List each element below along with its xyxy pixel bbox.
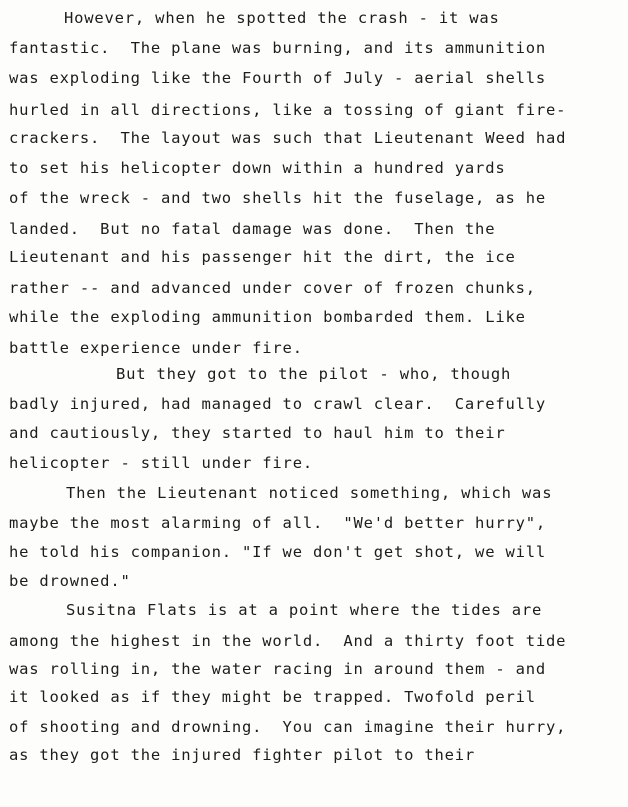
text-line: he told his companion. "If we don't get shot, we will — [9, 543, 546, 561]
text-line: landed. But no fatal damage was done. Then the — [9, 220, 496, 238]
text-line: of shooting and drowning. You can imagine their hurry, — [9, 718, 567, 736]
text-line: Lieutenant and his passenger hit the dirt, the ice — [9, 248, 516, 266]
text-line: crackers. The layout was such that Lieutenant Weed had — [9, 129, 567, 147]
text-line: was rolling in, the water racing in around them - and — [9, 660, 546, 678]
text-line: to set his helicopter down within a hundred yards — [9, 159, 506, 177]
text-line: Then the Lieutenant noticed something, which was — [66, 484, 553, 502]
text-line: helicopter - still under fire. — [9, 454, 313, 472]
text-line: battle experience under fire. — [9, 339, 303, 357]
text-line: maybe the most alarming of all. "We'd better hurry", — [9, 514, 546, 532]
text-line: hurled in all directions, like a tossing of giant fire- — [9, 101, 567, 119]
text-line: as they got the injured fighter pilot to their — [9, 746, 476, 764]
text-line: among the highest in the world. And a thirty foot tide — [9, 632, 567, 650]
text-line: badly injured, had managed to crawl clear. Carefully — [9, 395, 546, 413]
text-line: be drowned." — [9, 572, 131, 590]
text-line: it looked as if they might be trapped. Twofold peril — [9, 688, 536, 706]
text-line: Susitna Flats is at a point where the tides are — [66, 601, 543, 619]
text-line: and cautiously, they started to haul him to their — [9, 424, 506, 442]
text-line: However, when he spotted the crash - it was — [64, 9, 500, 27]
text-line: while the exploding ammunition bombarded them. Like — [9, 308, 526, 326]
text-line: of the wreck - and two shells hit the fuselage, as he — [9, 189, 546, 207]
text-line: fantastic. The plane was burning, and its ammunition — [9, 39, 546, 57]
text-line: was exploding like the Fourth of July - aerial shells — [9, 69, 546, 87]
text-line: rather -- and advanced under cover of frozen chunks, — [9, 279, 536, 297]
text-line: But they got to the pilot - who, though — [116, 365, 512, 383]
